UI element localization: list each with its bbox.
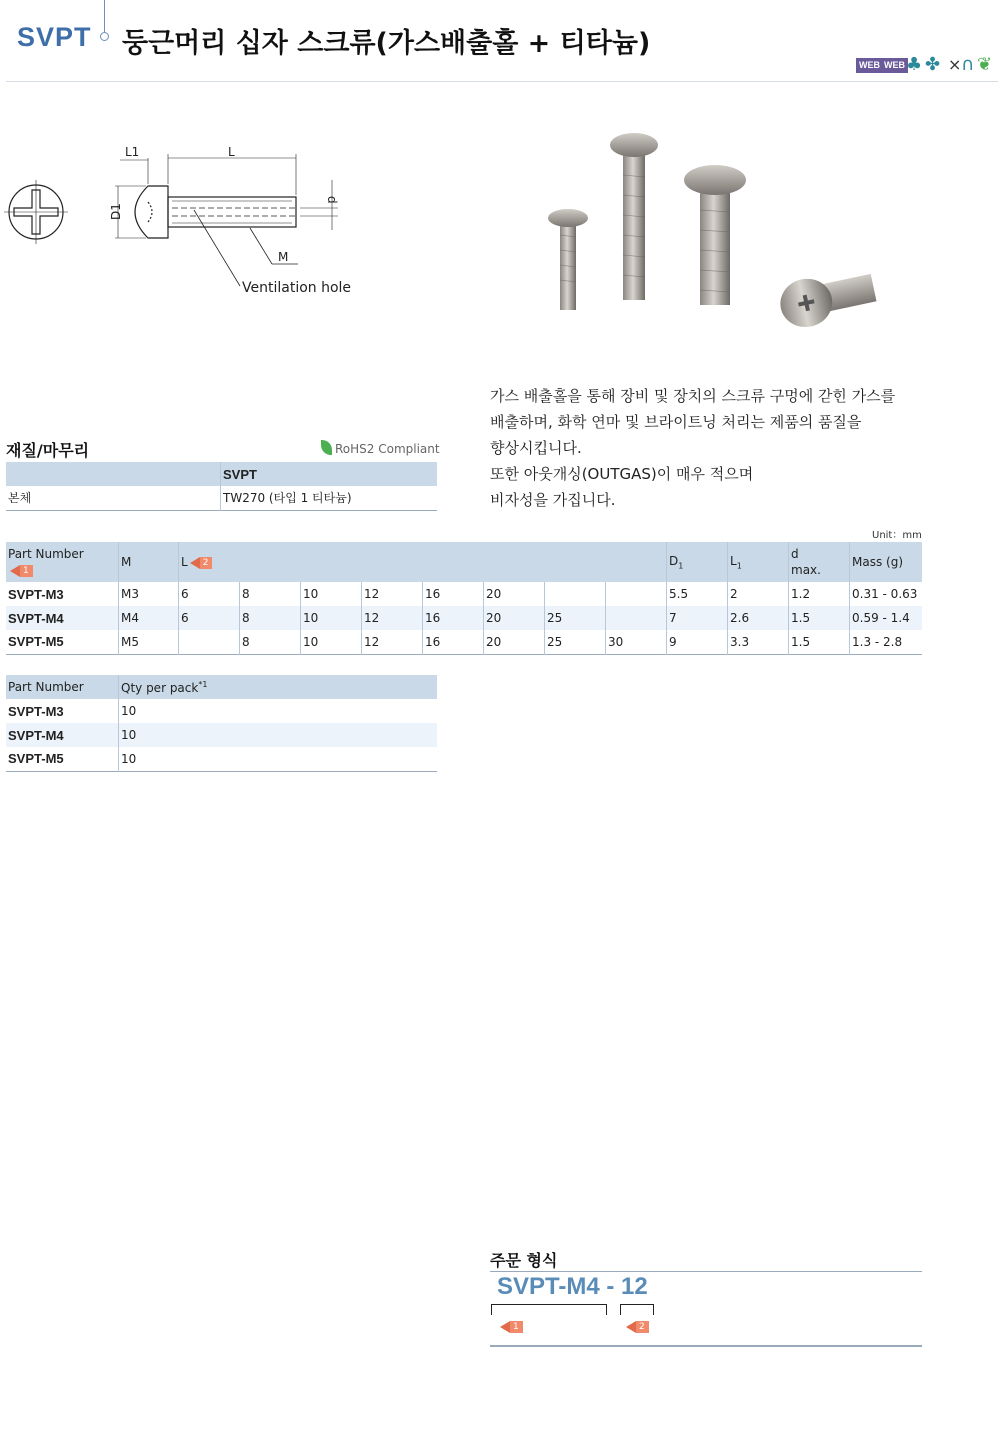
material-row bbox=[6, 486, 437, 510]
header-divider-dot bbox=[100, 32, 109, 41]
screw-shank bbox=[168, 197, 296, 227]
leaf-icon: ❦ bbox=[977, 54, 993, 75]
screw-head-side bbox=[135, 186, 168, 238]
rohs-label: RoHS2 Compliant bbox=[335, 442, 440, 456]
header-d1: $D_1$ bbox=[667, 542, 728, 582]
qty-header-row bbox=[6, 675, 437, 699]
technical-drawing bbox=[0, 140, 360, 300]
rohs-badge bbox=[321, 440, 440, 456]
material-row-label: 본체 bbox=[8, 491, 32, 506]
qty-table bbox=[6, 675, 437, 772]
qty-header-qty: Qty per pack$^{*1}$ bbox=[119, 675, 438, 699]
unit-label: Unit：mm bbox=[872, 530, 922, 541]
web-badge-1[interactable]: WEB bbox=[856, 58, 883, 73]
material-heading: 재질/마무리 bbox=[6, 441, 90, 460]
header-mass: Mass (g) bbox=[850, 542, 923, 582]
magnet-icon: ∩ bbox=[961, 54, 975, 75]
header-l1: $L_1$ bbox=[728, 542, 789, 582]
qty-header-part-number: Part Number bbox=[8, 680, 84, 694]
page-title: 둥근머리 십자 스크류(가스배출홀 + 티타늄) bbox=[122, 28, 651, 59]
description-line-1: 가스 배출홀을 통해 장비 및 장치의 스크류 구멍에 갇힌 가스를 bbox=[490, 387, 896, 405]
material-table bbox=[6, 462, 437, 511]
product-photo bbox=[530, 125, 900, 360]
description-line-2: 배출하며, 화학 연마 및 브라이트닝 처리는 제품의 품질을 bbox=[490, 413, 862, 431]
dim-l: L bbox=[228, 145, 235, 159]
order-format-heading: 주문 형식 bbox=[490, 1251, 558, 1270]
order-tag-1: 1 bbox=[510, 1321, 523, 1333]
vacuum-icon: ✤ bbox=[925, 54, 941, 75]
description-line-3: 향상시킵니다. bbox=[490, 439, 582, 457]
spec-header-row bbox=[6, 542, 922, 582]
material-col-header: SVPT bbox=[221, 462, 438, 486]
non-magnetic-icon: × bbox=[948, 55, 962, 74]
header-l: L 2 bbox=[179, 542, 667, 582]
header-m: M bbox=[119, 542, 179, 582]
order-rule-bottom bbox=[490, 1345, 922, 1347]
order-rule-top bbox=[490, 1271, 922, 1272]
material-header-row bbox=[6, 462, 437, 486]
description-line-5: 비자성을 가집니다. bbox=[490, 491, 616, 509]
table-row: SVPT-M4 10 bbox=[6, 723, 437, 747]
order-bracket-2 bbox=[620, 1304, 654, 1315]
series-code: SVPT bbox=[17, 22, 92, 52]
dim-d1: D1 bbox=[109, 203, 123, 220]
table-row: SVPT-M4 M4 6 8 10 12 16 20 25 7 2.6 1.5 0.59 - 1.4 bbox=[6, 606, 922, 630]
header-rule bbox=[6, 81, 998, 82]
spec-table bbox=[6, 542, 922, 655]
tree-icon: ♣ bbox=[906, 54, 923, 75]
dim-m: M bbox=[278, 250, 289, 264]
ventilation-hole-label: Ventilation hole bbox=[242, 280, 352, 296]
header-part-number: Part Number 1 bbox=[8, 547, 84, 576]
description-line-4: 또한 아웃개싱(OUTGAS)이 매우 적으며 bbox=[490, 465, 754, 483]
header-divider bbox=[104, 0, 105, 32]
header-d: d max. bbox=[789, 542, 850, 582]
tag-2: 2 bbox=[200, 557, 213, 569]
table-row: SVPT-M5 M5 8 10 12 16 20 25 30 9 3.3 1.5 1.3 - 2.8 bbox=[6, 630, 922, 654]
web-badge-2[interactable]: WEB bbox=[881, 58, 908, 73]
order-code-example: SVPT-M4 - 12 bbox=[497, 1273, 648, 1300]
dim-d: d bbox=[325, 196, 339, 204]
dim-l1: L1 bbox=[125, 145, 140, 159]
tag-1: 1 bbox=[20, 565, 33, 577]
table-row: SVPT-M3 10 bbox=[6, 699, 437, 723]
material-row-value: TW270 (타입 1 티타늄) bbox=[221, 486, 438, 510]
leaf-icon bbox=[321, 440, 332, 455]
table-row: SVPT-M3 M3 6 8 10 12 16 20 5.5 2 1.2 0.31 - 0.63 bbox=[6, 582, 922, 606]
order-tag-2: 2 bbox=[636, 1321, 649, 1333]
order-bracket-1 bbox=[491, 1304, 607, 1315]
table-row: SVPT-M5 10 bbox=[6, 747, 437, 771]
